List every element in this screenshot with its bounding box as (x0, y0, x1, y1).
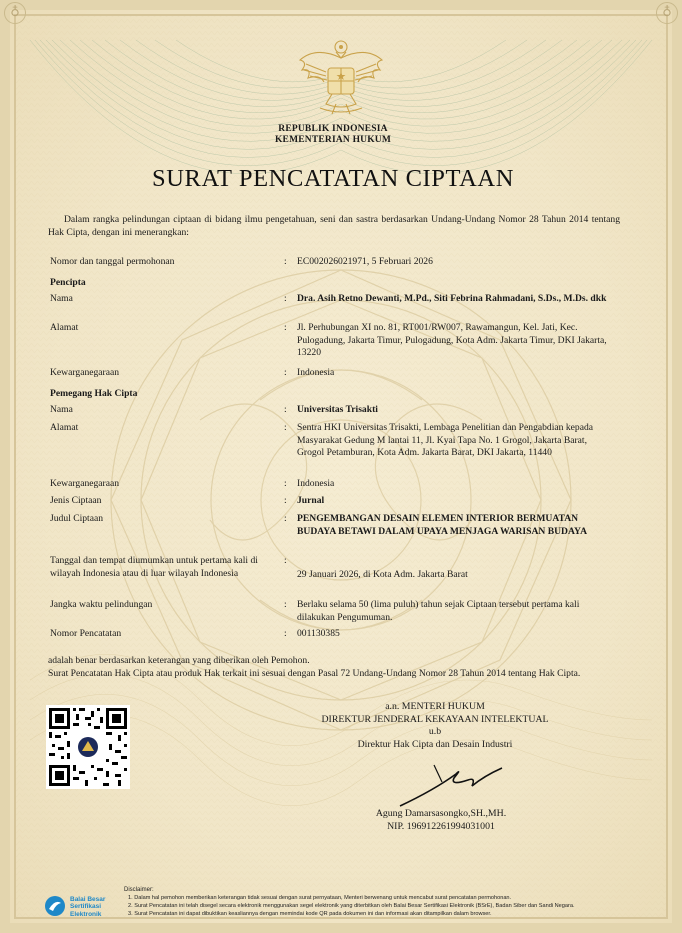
field-value: Jurnal (297, 495, 325, 506)
field-label: Jenis Ciptaan (50, 495, 102, 506)
signatory-name-block (306, 808, 576, 833)
field-label: Kewarganegaraan (50, 478, 120, 489)
field-colon: : (284, 256, 287, 267)
bsre-line: Elektronik (70, 910, 102, 918)
signatory-direktur: Direktur Hak Cipta dan Desain Industri (357, 738, 513, 750)
field-value: Dra. Asih Retno Dewanti, M.Pd., Siti Febrina Rahmadani, S.Ds., M.Ds. dkk (297, 293, 607, 304)
bsre-logo-icon (44, 894, 66, 918)
field-value: 29 Januari 2026, di Kota Adm. Jakarta Barat (297, 569, 468, 580)
field-colon: : (284, 293, 287, 304)
field-label: Alamat (50, 322, 79, 333)
section-pencipta: Pencipta (50, 277, 86, 288)
handwritten-signature (394, 760, 514, 810)
field-colon: : (284, 478, 287, 489)
field-colon: : (284, 422, 287, 433)
field-colon: : (284, 599, 287, 610)
field-colon: : (284, 322, 287, 333)
signatory-an: a.n. MENTERI HUKUM (385, 701, 485, 712)
field-colon: : (284, 555, 287, 566)
field-value: Indonesia (297, 367, 335, 378)
qr-code[interactable] (46, 705, 130, 789)
field-value: Indonesia (297, 478, 335, 489)
disclaimer-heading: Disclaimer: (124, 887, 154, 893)
field-colon: : (284, 513, 287, 524)
field-colon: : (284, 495, 287, 506)
closing-statement (48, 655, 628, 681)
signatory-dirjen: DIREKTUR JENDERAL KEKAYAAN INTELEKTUAL (321, 713, 549, 725)
field-label: Kewarganegaraan (50, 367, 120, 378)
field-colon: : (284, 628, 287, 639)
intro-paragraph: Dalam rangka pelindungan ciptaan di bidang ilmu pengetahuan, seni dan sastra berdasarkan Undang-Undang Nomor 28 Tahun 2014 tentang Hak Cipta, dengan ini menerangkan: (48, 214, 620, 238)
field-value: EC002026021971, 5 Februari 2026 (297, 256, 433, 267)
field-colon: : (284, 367, 287, 378)
disclaimer (124, 886, 654, 918)
closing-line: adalah benar berdasarkan keterangan yang diberikan oleh Pemohon. (48, 655, 310, 666)
signatory-block (300, 701, 570, 751)
field-value: 001130385 (297, 628, 340, 639)
signatory-ub: u.b (428, 726, 442, 738)
disclaimer-item: 1. Dalam hal pemohon memberikan keterangan tidak sesuai dengan surat pernyataan, Menteri berwenang untuk mencabut surat pencatatan permohonan. (128, 895, 512, 901)
document-title: SURAT PENCATATAN CIPTAAN (152, 165, 514, 192)
field-label: Tanggal dan tempat diumumkan untuk pertama kali di wilayah Indonesia atau di luar wilayah Indonesia (50, 555, 258, 579)
field-value: Sentra HKI Universitas Trisakti, Lembaga Penelitian dan Pengabdian kepada Masyarakat Gedung M lantai 11, Jl. Kyai Tapa No. 1 Grogol, Jakarta Barat, Grogol Petamburan, Kota Adm. Jakarta Barat, DKI Jakarta, 11440 (297, 422, 594, 459)
signatory-nip: NIP. 196912261994031001 (387, 820, 495, 832)
field-label: Alamat (50, 422, 79, 433)
field-value: Jl. Perhubungan XI no. 81, RT001/RW007, Rawamangun, Kel. Jati, Kec. Pulogadung, Jakarta Timur, Pulogadung, Kota Adm. Jakarta Timur, DKI Jakarta, 13220 (297, 322, 607, 359)
garuda-emblem-icon (296, 38, 386, 118)
bsre-line: Balai Besar (70, 896, 106, 903)
field-value: PENGEMBANGAN DESAIN ELEMEN INTERIOR BERMUATAN BUDAYA BETAWI DALAM UPAYA MENJAGA WARISAN BUDAYA (297, 513, 588, 537)
corner-mark-icon: ♁ (4, 2, 26, 24)
field-label: Judul Ciptaan (50, 513, 104, 524)
field-label: Nomor dan tanggal permohonan (50, 256, 175, 267)
disclaimer-item: 2. Surat Pencatatan ini telah disegel secara elektronik menggunakan segel elektronik yang diterbitkan oleh Balai Besar Sertifikasi Elektronik (BSrE), Badan Siber dan Sandi Negara. (128, 903, 575, 909)
bsre-line: Sertifikasi (70, 903, 102, 911)
closing-line: Surat Pencatatan Hak Cipta atau produk Hak terkait ini sesuai dengan Pasal 72 Undang-Undang Nomor 28 Tahun 2014 tentang Hak Cipta. (48, 667, 581, 679)
ministry-heading: KEMENTERIAN HUKUM (274, 135, 392, 145)
field-value: Berlaku selama 50 (lima puluh) tahun sejak Ciptaan tersebut pertama kali dilakukan Pengumuman. (297, 599, 580, 623)
field-label: Nomor Pencatatan (50, 628, 122, 639)
field-label: Nama (50, 404, 73, 415)
republic-heading: REPUBLIK INDONESIA (278, 124, 388, 134)
disclaimer-item: 3. Surat Pencatatan ini dapat dibuktikan keasliannya dengan memindai kode QR pada dokumen ini dan informasi akan ditampilkan dalam browser. (128, 911, 492, 917)
section-pemegang: Pemegang Hak Cipta (50, 388, 138, 399)
field-value: Universitas Trisakti (297, 404, 378, 415)
field-label: Jangka waktu pelindungan (50, 599, 153, 610)
field-colon: : (284, 404, 287, 415)
field-label: Nama (50, 293, 73, 304)
bsre-text (70, 896, 130, 918)
corner-mark-icon: ♁ (656, 2, 678, 24)
signatory-name: Agung Damarsasongko,SH.,MH. (375, 808, 507, 819)
bsre-logo (44, 894, 106, 923)
